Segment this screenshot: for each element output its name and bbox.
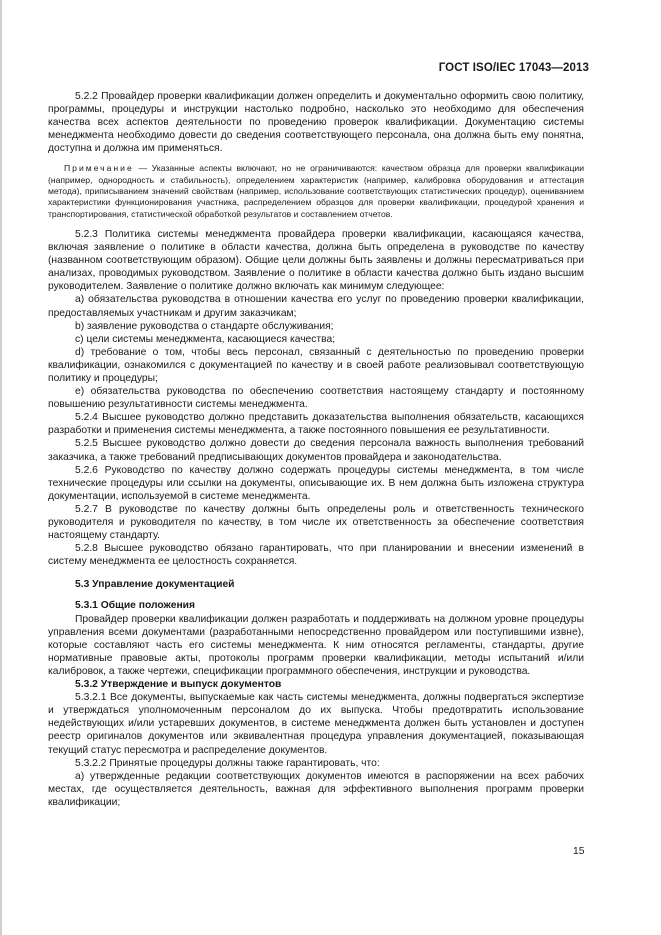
paragraph-5-2-7: 5.2.7 В руководстве по качеству должны быть определены роль и ответственность технического руководителя и руководителя по качеству, в том числе их ответственность за обеспечение соответствия настоящему стандарту.: [48, 503, 584, 542]
list-item: b) заявление руководства о стандарте обслуживания;: [75, 320, 334, 332]
section-heading-5-3-1: 5.3.1 Общие положения: [75, 600, 195, 612]
paragraph-5-3-2-2: 5.3.2.2 Принятые процедуры должны также гарантировать, что:: [75, 757, 380, 769]
paragraph-5-2-2: 5.2.2 Провайдер проверки квалификации должен определить и документально оформить свою политику, программы, процедуры и инструкции настолько подробно, насколько это необходимо для обеспечения качества всех аспектов деятельности по проведению проверок квалификации. Документацию системы менеджмента необходимо довести до сведения соответствующего персонала, она должна быть ему понятна, доступна и должна им применяться.: [48, 91, 584, 155]
list-item: e) обязательства руководства по обеспечению соответствия настоящему стандарту и постоянному повышению результативности системы менеджмента.: [48, 386, 584, 411]
paragraph-5-2-5: 5.2.5 Высшее руководство должно довести до сведения персонала важность выполнения требований заказчика, а также требований предписывающих документов провайдера и законодательства.: [48, 438, 584, 463]
list-item: c) цели системы менеджмента, касающиеся качества;: [75, 333, 336, 345]
standard-header: ГОСТ ISO/IEC 17043—2013: [438, 62, 589, 74]
list-item: а) обязательства руководства в отношении качества его услуг по проведению проверки квалификации, предоставляемых участникам и другим заказчикам;: [48, 294, 584, 319]
paragraph-5-2-6: 5.2.6 Руководство по качеству должно содержать процедуры системы менеджмента, в том числе технические процедуры или ссылки на документы, описывающие их. В нем должна быть изложена структура документации, используемой в системе менеджмента.: [48, 464, 584, 502]
note-label: Примечание: [64, 163, 134, 174]
note-block: [48, 163, 584, 219]
paragraph-5-2-4: 5.2.4 Высшее руководство должно представить доказательства выполнения обязательств, касающихся разработки и применения системы менеджмента, а также постоянного повышения ее результативности.: [48, 412, 584, 437]
page-edge: [0, 0, 2, 935]
paragraph-5-2-8: 5.2.8 Высшее руководство обязано гарантировать, что при планировании и внесении изменений в систему менеджмента ее целостность сохраняется.: [48, 543, 584, 568]
paragraph-5-3-1: Провайдер проверки квалификации должен разработать и поддерживать на должном уровне процедуры управления всеми документами (разработанными непосредственно провайдером или поступившими извне), которые составляют часть его системы менеджмента. К ним относятся регламенты, стандарты, другие нормативные правовые акты, протоколы программ проверки квалификации, методы испытаний и/или калибровок, а также чертежи, спецификации программного обеспечения, инструкции и руководства.: [48, 613, 584, 677]
document-body: [48, 90, 584, 809]
note-dash: —: [133, 163, 152, 174]
section-heading-5-3-2: 5.3.2 Утверждение и выпуск документов: [75, 679, 282, 691]
paragraph-5-3-2-1: 5.3.2.1 Все документы, выпускаемые как часть системы менеджмента, должны подвергаться экспертизе и утверждаться уполномоченным персоналом до их выпуска. Чтобы предотвратить использование недействующих и/или устаревших документов, в системе менеджмента должен быть установлен и доступен реестр оригиналов документов или эквивалентная процедура управления документацией, показывающая текущий статус пересмотра и распределение документов.: [48, 692, 584, 756]
note-text: Указанные аспекты включают, но не ограничиваются: качеством образца для проверки квалификации (например, однородность и стабильность), определением характеристик (например, калибровка оборудования и аттестация метода), приписыванием значений свойствам (например, использование соответствующих статистических процедур), оцениванием характеристики функционирования участника, распределением образцов для проверки квалификации, процедурой хранения и транспортирования, статистической обработкой результатов и составлением отчетов.: [48, 163, 584, 219]
list-item: а) утвержденные редакции соответствующих документов имеются в распоряжении на всех рабочих местах, где осуществляется деятельность, важная для эффективного выполнения программ проверки квалификации;: [48, 770, 584, 808]
page-number: 15: [573, 846, 585, 857]
list-item: d) требование о том, чтобы весь персонал, связанный с деятельностью по проведению проверки квалификации, ознакомился с документацией по качеству и в своей работе реализовывал соответствующую политику и процедуры;: [48, 346, 584, 384]
section-heading-5-3: 5.3 Управление документацией: [75, 579, 235, 591]
paragraph-5-2-3: 5.2.3 Политика системы менеджмента провайдера проверки квалификации, касающаяся качества, включая заявление о политике в области качества, должна быть определена в руководстве по качеству (названном соответствующим образом). Общие цели должны быть заявлены и должны пересматриваться при анализах, проводимых руководством. Заявление о политике в области качества должно быть издано высшим руководителем. Заявление о политике должно включать как минимум следующее:: [48, 228, 584, 293]
